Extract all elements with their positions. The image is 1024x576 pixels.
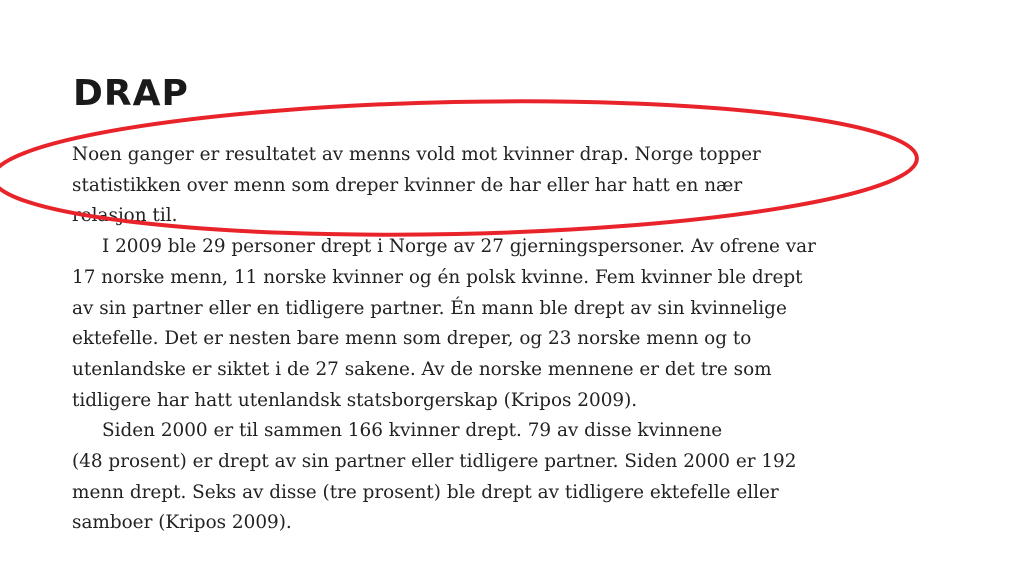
section-heading: DRAP bbox=[73, 73, 189, 114]
paragraph-2-line-2: 17 norske menn, 11 norske kvinner og én polsk kvinne. Fem kvinner ble drept bbox=[72, 266, 803, 288]
paragraph-2-line-6: tidligere har hatt utenlandsk statsborgerskap (Kripos 2009). bbox=[72, 389, 638, 411]
paragraph-1-line-1: Noen ganger er resultatet av menns vold mot kvinner drap. Norge topper bbox=[72, 144, 761, 165]
paragraph-2-line-4: ektefelle. Det er nesten bare menn som dreper, og 23 norske menn og to bbox=[72, 328, 752, 350]
paragraph-2-line-1: I 2009 ble 29 personer drept i Norge av 27 gjerningspersoner. Av ofrene var bbox=[102, 236, 816, 258]
paragraph-3-line-3: menn drept. Seks av disse (tre prosent) ble drept av tidligere ektefelle eller bbox=[72, 481, 779, 503]
paragraph-3-line-4: samboer (Kripos 2009). bbox=[72, 512, 292, 534]
paragraph-3-line-1: Siden 2000 er til sammen 166 kvinner drept. 79 av disse kvinnene bbox=[102, 420, 723, 442]
paragraph-2-line-3: av sin partner eller en tidligere partner. Én mann ble drept av sin kvinnelige bbox=[72, 297, 787, 319]
paragraph-1-line-3: relasjon til. bbox=[72, 205, 178, 227]
paragraph-2-line-5: utenlandske er siktet i de 27 sakene. Av de norske mennene er det tre som bbox=[72, 358, 772, 380]
body-text bbox=[72, 140, 972, 539]
paragraph-1-line-2: statistikken over menn som dreper kvinner de har eller har hatt en nær bbox=[72, 174, 743, 196]
paragraph-3-line-2: (48 prosent) er drept av sin partner eller tidligere partner. Siden 2000 er 192 bbox=[72, 451, 797, 473]
